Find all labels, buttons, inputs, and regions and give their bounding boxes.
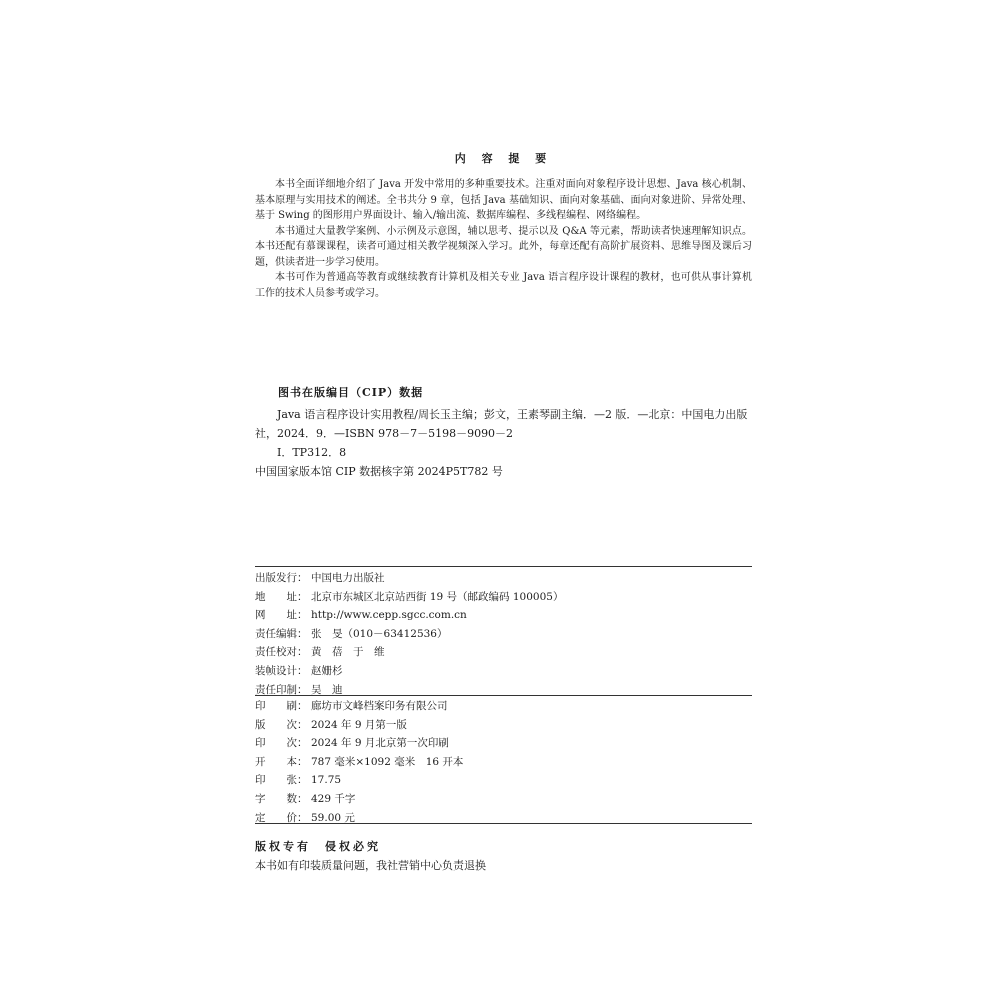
info-label: 地 址： xyxy=(255,590,308,603)
divider-rule xyxy=(255,823,752,824)
cip-record-number: 中国国家版本馆 CIP 数据核字第 2024P5T782 号 xyxy=(255,465,503,478)
info-label: 网 址： xyxy=(255,609,308,622)
info-value: 2024 年 9 月第一版 xyxy=(311,718,407,731)
info-row xyxy=(255,809,752,828)
info-label: 开 本： xyxy=(255,755,308,768)
info-row xyxy=(255,625,752,644)
info-row xyxy=(255,606,752,625)
summary-title: 内 容 提 要 xyxy=(454,152,553,165)
info-label: 印 张： xyxy=(255,774,308,787)
summary-section xyxy=(255,177,752,301)
info-row xyxy=(255,588,752,607)
info-row xyxy=(255,790,752,809)
info-value: 黄 蓓 于 维 xyxy=(311,646,385,659)
info-value: 赵姗杉 xyxy=(311,664,343,677)
info-label: 责任校对： xyxy=(255,646,308,659)
info-value: 北京市东城区北京站西街 19 号（邮政编码 100005） xyxy=(311,590,564,603)
info-row xyxy=(255,569,752,588)
info-row xyxy=(255,716,752,735)
copyright-title: 版权专有 侵权必究 xyxy=(255,840,381,853)
summary-paragraph: 本书全面详细地介绍了 Java 开发中常用的多种重要技术。注重对面向对象程序设计思想、Java 核心机制、基本原理与实用技术的阐述。全书共分 9 章，包括 Java 基础知识、面向对象基础、面向对象进阶、异常处理、基于 Swing 的图形用户界面设计、输入/输出流、数据库编程、多线程编程、网络编程。 xyxy=(255,179,752,221)
info-label: 定 价： xyxy=(255,811,308,824)
print-info xyxy=(255,697,752,827)
summary-paragraph: 本书可作为普通高等教育或继续教育计算机及相关专业 Java 语言程序设计课程的教材，也可供从事计算机工作的技术人员参考或学习。 xyxy=(255,272,752,299)
info-value: 17.75 xyxy=(311,774,342,787)
cip-entry: Java 语言程序设计实用教程/周长玉主编；彭文，王素琴副主编．—2 版．—北京：中国电力出版社，2024．9．—ISBN 978－7－5198－9090－2 xyxy=(255,408,748,440)
info-row xyxy=(255,734,752,753)
info-value: 廊坊市文峰档案印务有限公司 xyxy=(311,700,448,712)
info-value: 787 毫米×1092 毫米 16 开本 xyxy=(311,755,464,768)
info-value: 张 旻（010－63412536） xyxy=(311,627,448,640)
divider-rule xyxy=(255,695,752,696)
info-row xyxy=(255,771,752,790)
info-label: 印 次： xyxy=(255,737,308,750)
publisher-info xyxy=(255,569,752,699)
info-label: 责任编辑： xyxy=(255,627,308,640)
info-label: 出版发行： xyxy=(255,572,308,584)
copyright-note: 本书如有印装质量问题，我社营销中心负责退换 xyxy=(255,859,486,872)
info-value: 59.00 元 xyxy=(311,811,355,824)
info-label: 印 刷： xyxy=(255,700,308,712)
info-row xyxy=(255,697,752,716)
info-label: 责任印制： xyxy=(255,683,308,696)
info-value: 中国电力出版社 xyxy=(311,572,385,584)
cip-classification: Ⅰ．TP312．8 xyxy=(277,446,347,459)
info-value: 吴 迪 xyxy=(311,683,343,696)
cip-section xyxy=(255,405,752,481)
cip-title: 图书在版编目（CIP）数据 xyxy=(278,386,424,399)
info-label: 字 数： xyxy=(255,792,308,805)
info-row xyxy=(255,662,752,681)
info-value: http://www.cepp.sgcc.com.cn xyxy=(311,609,467,622)
info-label: 版 次： xyxy=(255,718,308,731)
divider-rule xyxy=(255,566,752,567)
info-value: 2024 年 9 月北京第一次印刷 xyxy=(311,737,449,750)
info-row xyxy=(255,643,752,662)
info-value: 429 千字 xyxy=(311,792,356,805)
info-row xyxy=(255,753,752,772)
info-label: 装帧设计： xyxy=(255,664,308,677)
summary-paragraph: 本书通过大量教学案例、小示例及示意图，辅以思考、提示以及 Q&A 等元素，帮助读者快速理解知识点。本书还配有慕课课程，读者可通过相关教学视频深入学习。此外，每章还配有高阶扩展资料、思维导图及课后习题，供读者进一步学习使用。 xyxy=(255,225,752,268)
